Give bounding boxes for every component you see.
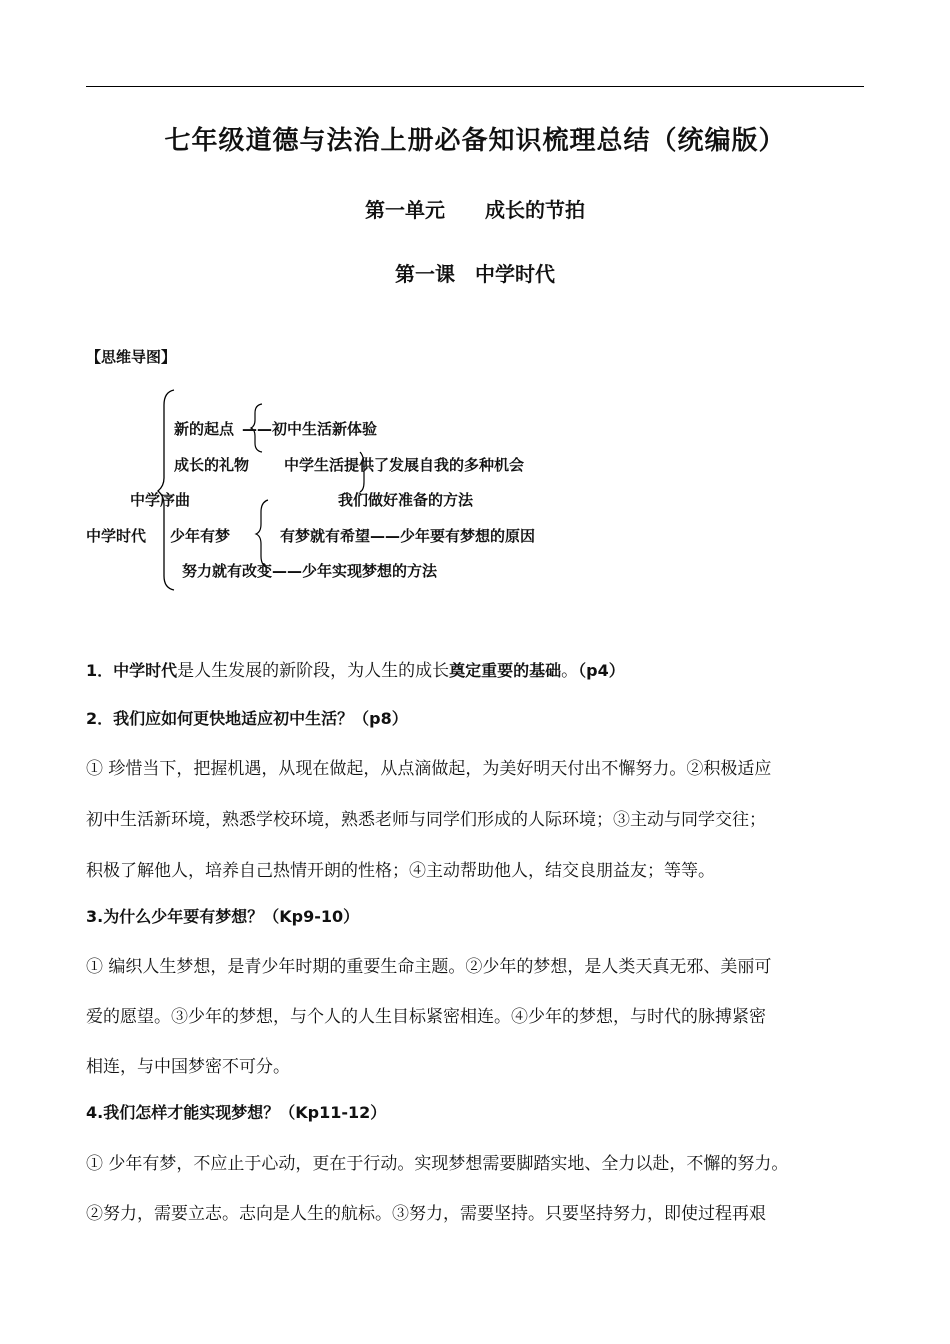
mindmap-dream-detail-2: 努力就有改变——少年实现梦想的方法: [182, 562, 438, 580]
unit-title: 第一单元 成长的节拍: [365, 198, 585, 222]
document-title: 七年级道德与法治上册必备知识梳理总结（统编版）: [164, 126, 786, 156]
mindmap-heading: 【思维导图】: [86, 348, 177, 366]
item-1-keyword: 中学时代: [113, 661, 178, 680]
mindmap-gift-detail: 中学生活提供了发展自我的多种机会: [284, 456, 525, 474]
lesson-title: 第一课 中学时代: [395, 262, 555, 286]
mindmap-gift: 成长的礼物: [174, 456, 250, 474]
mindmap-new-start: 新的起点: [174, 420, 235, 438]
item-1-text: 是人生发展的新阶段，为人生的成长: [177, 661, 450, 681]
answer-3-line-2: 爱的愿望。③少年的梦想，与个人的人生目标紧密相连。④少年的梦想，与时代的脉搏紧密: [86, 1007, 766, 1027]
question-2: 2．我们应如何更快地适应初中生活？（p8）: [86, 709, 408, 728]
answer-3-line-3: 相连，与中国梦密不可分。: [86, 1057, 290, 1077]
mindmap-prepare: 我们做好准备的方法: [338, 491, 474, 509]
item-1-ref: （p4）: [578, 661, 625, 680]
question-3: 3.为什么少年要有梦想？（Kp9-10）: [86, 907, 360, 926]
answer-3-line-1: ① 编织人生梦想，是青少年时期的重要生命主题。②少年的梦想，是人类天真无邪、美丽可: [86, 957, 772, 977]
mindmap-prelude: 中学序曲: [130, 491, 191, 509]
mindmap-dream-detail-1: 有梦就有希望——少年要有梦想的原因: [280, 527, 536, 545]
answer-2-line-2: 初中生活新环境，熟悉学校环境，熟悉老师与同学们形成的人际环境；③主动与同学交往；: [86, 810, 766, 830]
answer-2-line-3: 积极了解他人，培养自己热情开朗的性格；④主动帮助他人，结交良朋益友；等等。: [86, 861, 715, 881]
mindmap-root: 中学时代: [86, 527, 147, 545]
item-1-text-2: 。: [561, 661, 579, 681]
mindmap-dream: 少年有梦: [170, 527, 231, 545]
mindmap-new-start-detail: ——初中生活新体验: [242, 420, 378, 438]
item-1-keyword-2: 奠定重要的基础: [449, 661, 562, 680]
answer-4-line-1: ① 少年有梦，不应止于心动，更在于行动。实现梦想需要脚踏实地、全力以赴，不懈的努力。: [86, 1154, 789, 1174]
answer-4-line-2: ②努力，需要立志。志向是人生的航标。③努力，需要坚持。只要坚持努力，即使过程再艰: [86, 1204, 766, 1224]
item-1-number: 1．: [86, 661, 114, 680]
question-4: 4.我们怎样才能实现梦想？（Kp11-12）: [86, 1103, 387, 1122]
answer-2-line-1: ① 珍惜当下，把握机遇，从现在做起，从点滴做起，为美好明天付出不懈努力。②积极适应: [86, 759, 772, 779]
item-1: [86, 656, 866, 681]
